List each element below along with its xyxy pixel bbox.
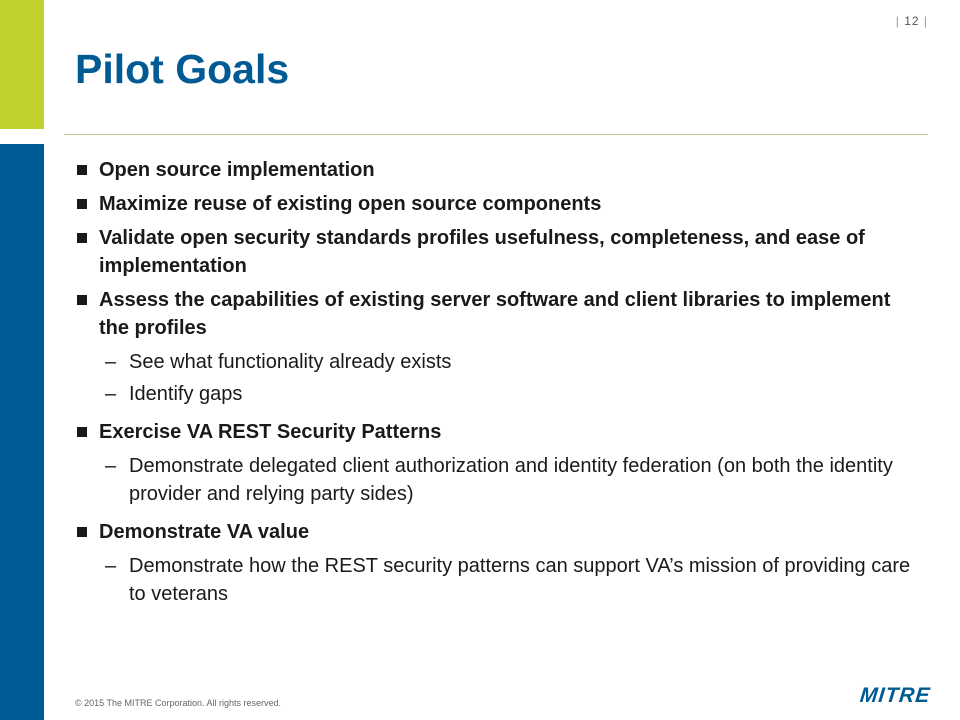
mitre-logo: MITRE	[858, 684, 932, 707]
square-bullet-icon	[77, 233, 87, 243]
square-bullet-icon	[77, 527, 87, 537]
accent-bar-blue	[0, 144, 44, 720]
dash-bullet-icon: –	[105, 351, 117, 373]
copyright-footer: © 2015 The MITRE Corporation. All rights reserved.	[75, 698, 282, 708]
dash-bullet-icon: –	[105, 555, 117, 577]
slide-title: Pilot Goals	[75, 46, 290, 92]
bullet-item: Demonstrate VA value	[75, 518, 925, 546]
sub-bullet-item: – Demonstrate how the REST security patterns can support VA’s mission of providing care to veterans	[75, 552, 925, 608]
sub-bullet-item: – See what functionality already exists	[75, 348, 925, 376]
bullet-item: Validate open security standards profiles usefulness, completeness, and ease of implementation	[75, 224, 925, 280]
accent-bar-green	[0, 0, 44, 129]
title-divider	[64, 134, 928, 135]
bullet-item: Open source implementation	[75, 156, 925, 184]
sub-bullet-item: – Demonstrate delegated client authorization and identity federation (on both the identity provider and relying party sides)	[75, 452, 925, 508]
square-bullet-icon	[77, 199, 87, 209]
sub-bullet-item: – Identify gaps	[75, 380, 925, 408]
square-bullet-icon	[77, 427, 87, 437]
page-number: | 12 |	[895, 14, 928, 28]
dash-bullet-icon: –	[105, 455, 117, 477]
dash-bullet-icon: –	[105, 383, 117, 405]
square-bullet-icon	[77, 295, 87, 305]
bullet-item: Assess the capabilities of existing server software and client libraries to implement the profiles	[75, 286, 925, 342]
bullet-item: Maximize reuse of existing open source components	[75, 190, 925, 218]
square-bullet-icon	[77, 165, 87, 175]
bullet-item: Exercise VA REST Security Patterns	[75, 418, 925, 446]
bullet-list	[75, 156, 925, 612]
